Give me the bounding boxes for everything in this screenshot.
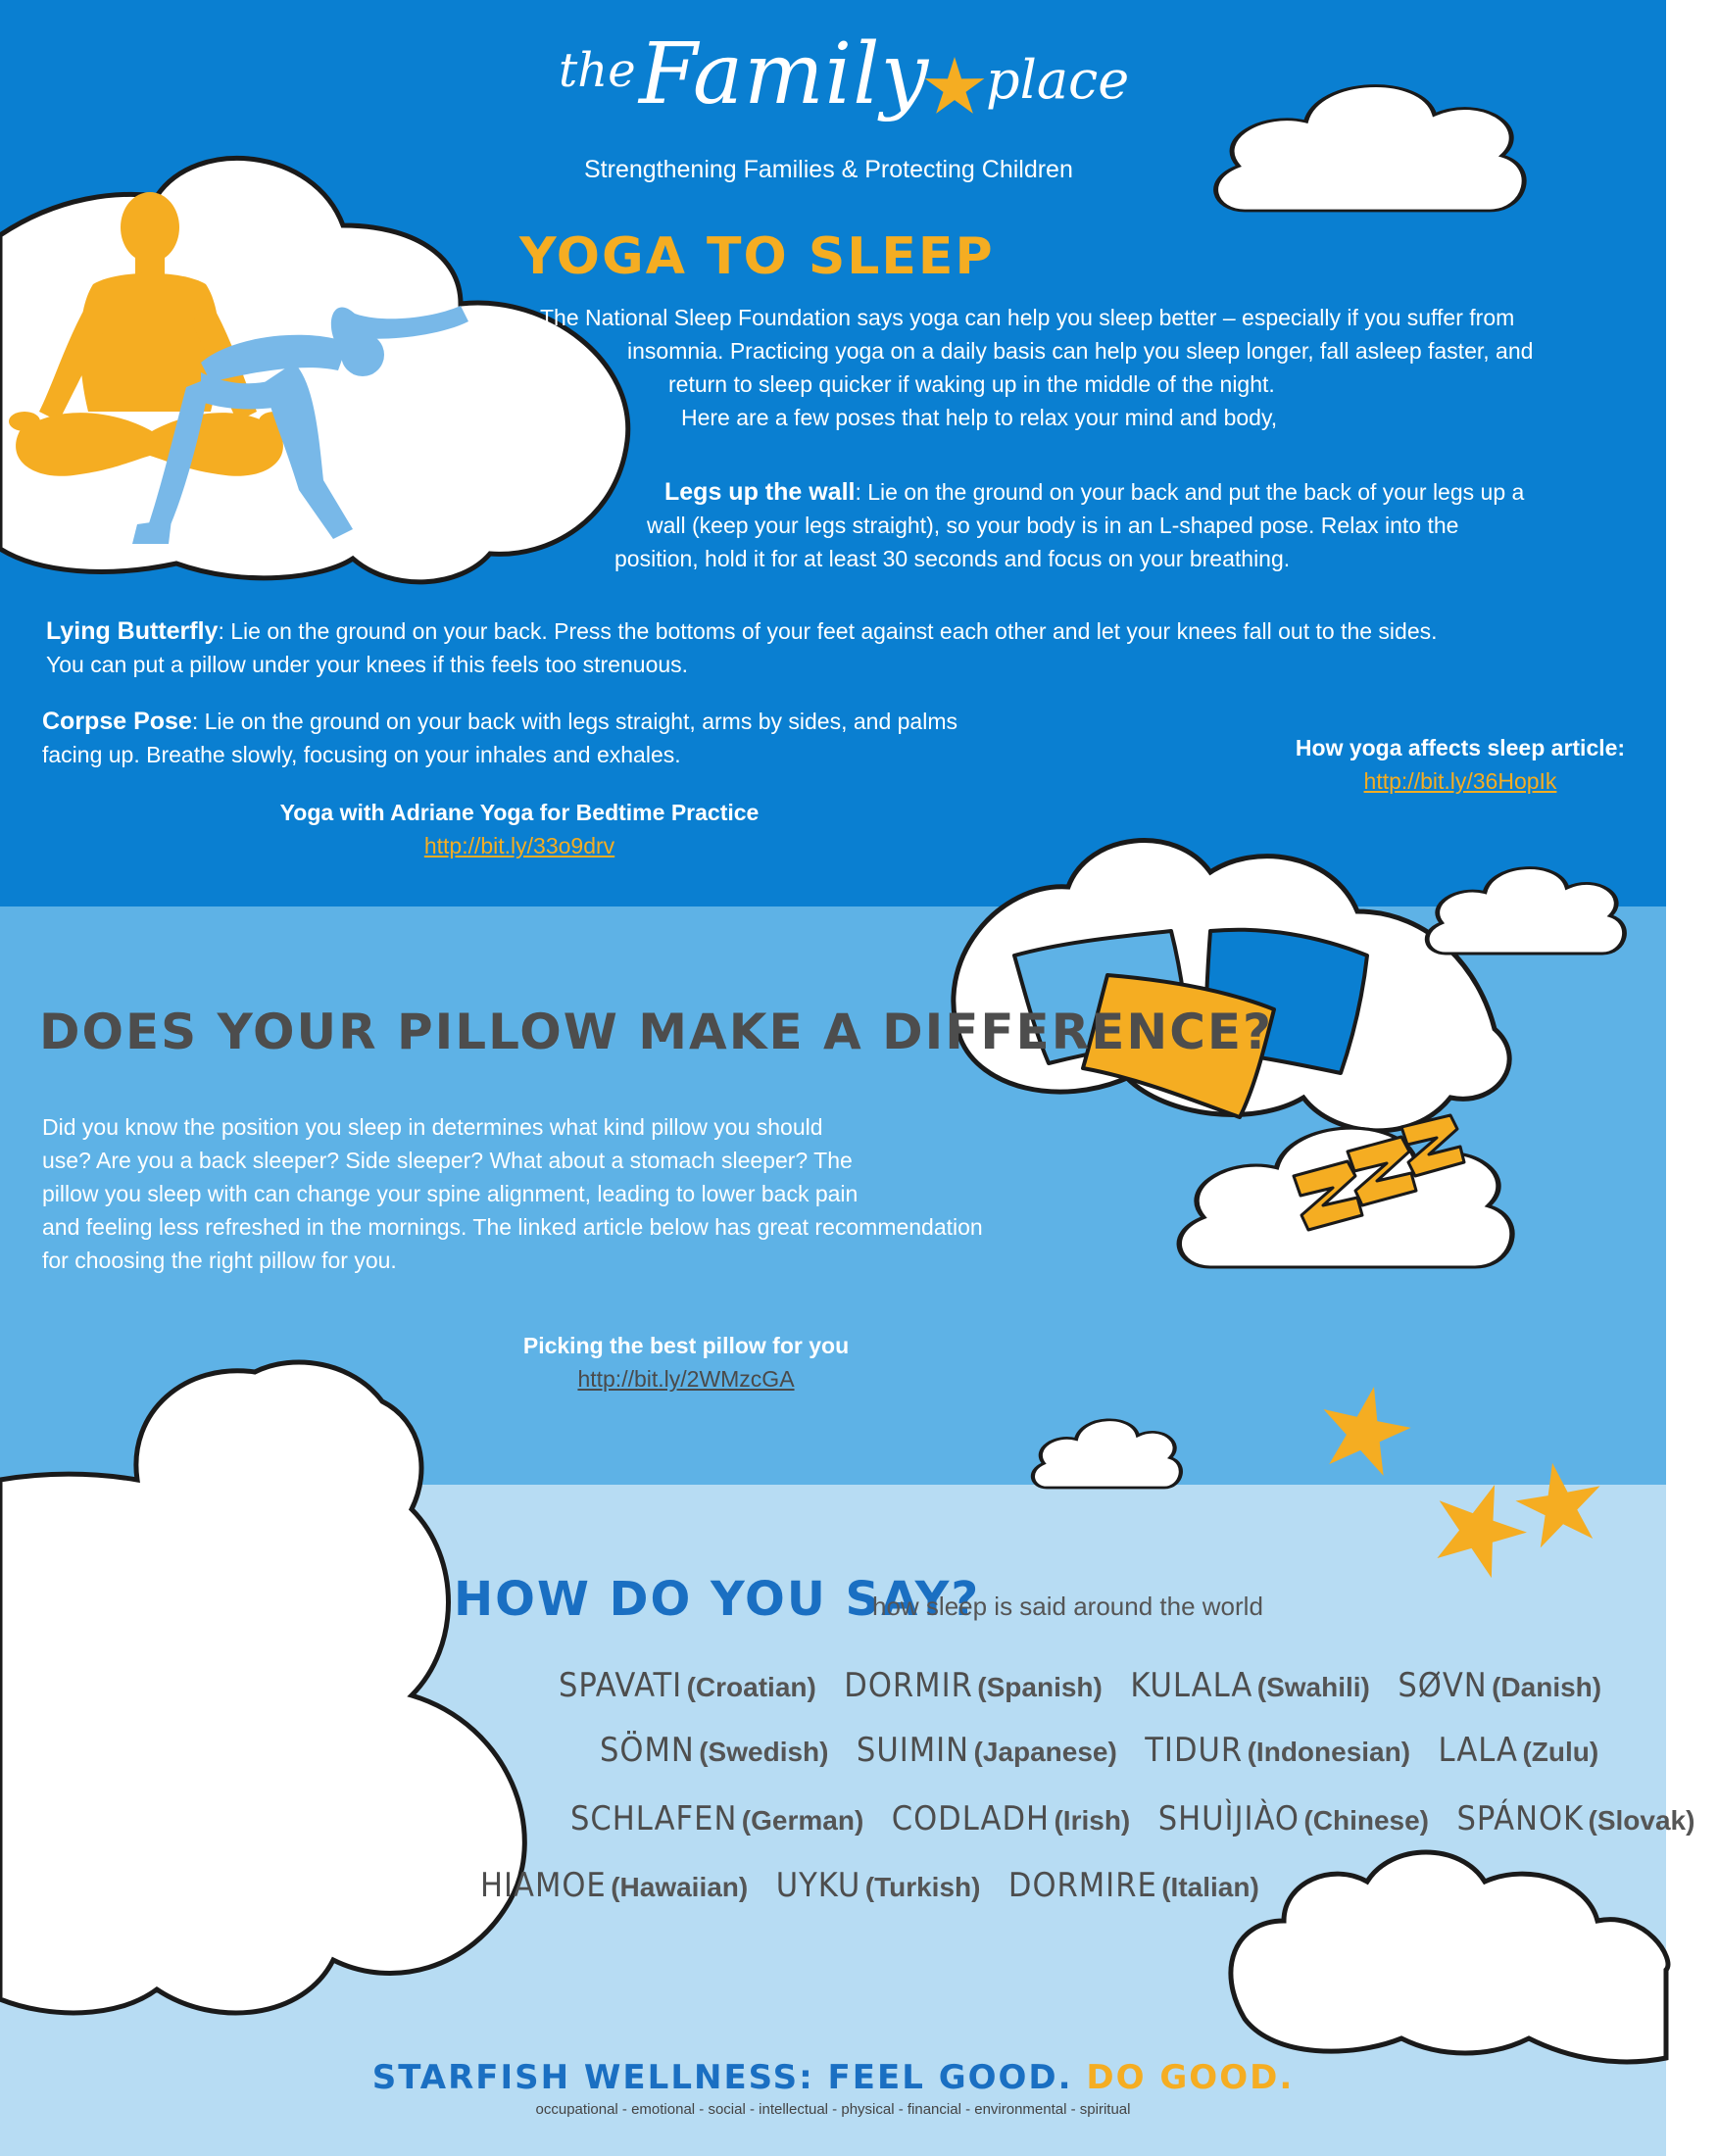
word-item: DORMIR (Spanish): [844, 1666, 1103, 1705]
word-item: SHUÌJIÀO (Chinese): [1157, 1799, 1429, 1838]
yoga-video-link[interactable]: http://bit.ly/33o9drv: [423, 833, 615, 858]
logo-the: the: [559, 43, 636, 98]
legs-up-wall-line-3: position, hold it for at least 30 seconds and focus on your breathing.: [614, 546, 1291, 571]
yoga-intro-line-1: The National Sleep Foundation says yoga can help you sleep better – especially if you suffer from: [540, 305, 1515, 330]
star-icon-2: [1510, 1455, 1609, 1550]
corpse-pose-line-1: Corpse Pose: Lie on the ground on your back with legs straight, arms by sides, and palms: [42, 708, 957, 735]
corpse-pose-line-2: facing up. Breathe slowly, focusing on your inhales and exhales.: [42, 742, 681, 767]
pillow-link[interactable]: http://bit.ly/2WMzcGA: [577, 1366, 795, 1392]
yoga-heading: YOGA TO SLEEP: [519, 227, 995, 286]
cloud-small-center: [1033, 1420, 1181, 1488]
logo-place: place: [986, 49, 1130, 111]
legs-up-wall-line-1: Legs up the wall: Lie on the ground on your back and put the back of your legs up a: [664, 478, 1525, 506]
corpse-pose-title: Corpse Pose: [42, 708, 192, 735]
star-icon-1: [1312, 1378, 1417, 1480]
word-item: CODLADH (Irish): [891, 1799, 1131, 1838]
words-row-2: [600, 1731, 1622, 1770]
word-item: SÖMN (Swedish): [600, 1731, 829, 1770]
words-row-3: [570, 1799, 1718, 1838]
word-item: LALA (Zulu): [1438, 1731, 1599, 1770]
starfish-logo-icon: [923, 57, 986, 120]
cloud-bottom-right: [1231, 1852, 1668, 2062]
footer-brand-a: STARFISH WELLNESS: FEEL GOOD.: [371, 2058, 1073, 2097]
pillow-body-line-5: for choosing the right pillow for you.: [42, 1248, 397, 1273]
cloud-small-right: [1427, 868, 1624, 954]
lying-butterfly-line-1: Lying Butterfly: Lie on the ground on your back. Press the bottoms of your feet against each other and let your knees fall out to the sides.: [46, 617, 1438, 645]
legs-up-wall-line-2: wall (keep your legs straight), so your body is in an L-shaped pose. Relax into the: [647, 513, 1459, 538]
pillow-body-line-1: Did you know the position you sleep in determines what kind pillow you should: [42, 1114, 823, 1140]
lying-butterfly-line-2: You can put a pillow under your knees if this feels too strenuous.: [46, 652, 689, 677]
word-item: HIAMOE (Hawaiian): [480, 1866, 749, 1905]
yoga-intro-line-4: Here are a few poses that help to relax your mind and body,: [681, 405, 1278, 430]
yoga-article-title: How yoga affects sleep article:: [1295, 735, 1626, 760]
pillow-body-line-4: and feeling less refreshed in the mornings. The linked article below has great recommendation: [42, 1214, 983, 1240]
footer-brand-b: DO GOOD.: [1086, 2058, 1295, 2097]
pillow-heading: DOES YOUR PILLOW MAKE A DIFFERENCE?: [39, 1004, 1274, 1060]
lying-butterfly-title: Lying Butterfly: [46, 617, 219, 645]
logo-family: Family: [639, 25, 930, 123]
star-icon-3: [1421, 1469, 1539, 1585]
word-item: UYKU (Turkish): [775, 1866, 981, 1905]
pillow-link-block: [441, 1329, 931, 1396]
word-item: DORMIRE (Italian): [1007, 1866, 1259, 1905]
yoga-article-link[interactable]: http://bit.ly/36HopIk: [1363, 768, 1557, 794]
yoga-video-title: Yoga with Adriane Yoga for Bedtime Practice: [279, 800, 760, 825]
footer: [0, 2058, 1666, 2118]
footer-dimensions: occupational - emotional - social - intellectual - physical - financial - environmental - spiritual: [535, 2101, 1131, 2118]
yoga-article-block: [1264, 731, 1656, 798]
tagline: Strengthening Families & Protecting Children: [584, 156, 1073, 183]
word-item: KULALA (Swahili): [1130, 1666, 1370, 1705]
word-item: SPÁNOK (Slovak): [1456, 1799, 1695, 1838]
word-item: SUIMIN (Japanese): [856, 1731, 1117, 1770]
words-row-4: [480, 1866, 1283, 1905]
footer-brand: [0, 2058, 1666, 2097]
legs-up-wall-title: Legs up the wall: [664, 478, 856, 506]
how-do-you-say-heading: HOW DO YOU SAY?: [454, 1572, 981, 1627]
yoga-intro-line-3: return to sleep quicker if waking up in the middle of the night.: [668, 371, 1275, 397]
pillow-body-line-3: pillow you sleep with can change your spine alignment, leading to lower back pain: [42, 1181, 859, 1206]
cloud-big-left: [0, 1362, 524, 2013]
pillow-body-line-2: use? Are you a back sleeper? Side sleeper? What about a stomach sleeper? The: [42, 1148, 853, 1173]
word-item: SCHLAFEN (German): [570, 1799, 864, 1838]
yoga-intro-line-2: insomnia. Practicing yoga on a daily basis can help you sleep longer, fall asleep faster, and: [627, 338, 1534, 364]
word-item: SPAVATI (Croatian): [559, 1666, 816, 1705]
cloud-top-right: [1216, 86, 1525, 211]
family-place-logo: [559, 20, 1166, 157]
word-item: TIDUR (Indonesian): [1145, 1731, 1411, 1770]
how-do-you-say-subtitle: how sleep is said around the world: [872, 1592, 1263, 1621]
yoga-video-block: [225, 796, 813, 862]
word-item: SØVN (Danish): [1398, 1666, 1602, 1705]
words-row-1: [559, 1666, 1625, 1705]
pillow-link-title: Picking the best pillow for you: [522, 1333, 850, 1358]
